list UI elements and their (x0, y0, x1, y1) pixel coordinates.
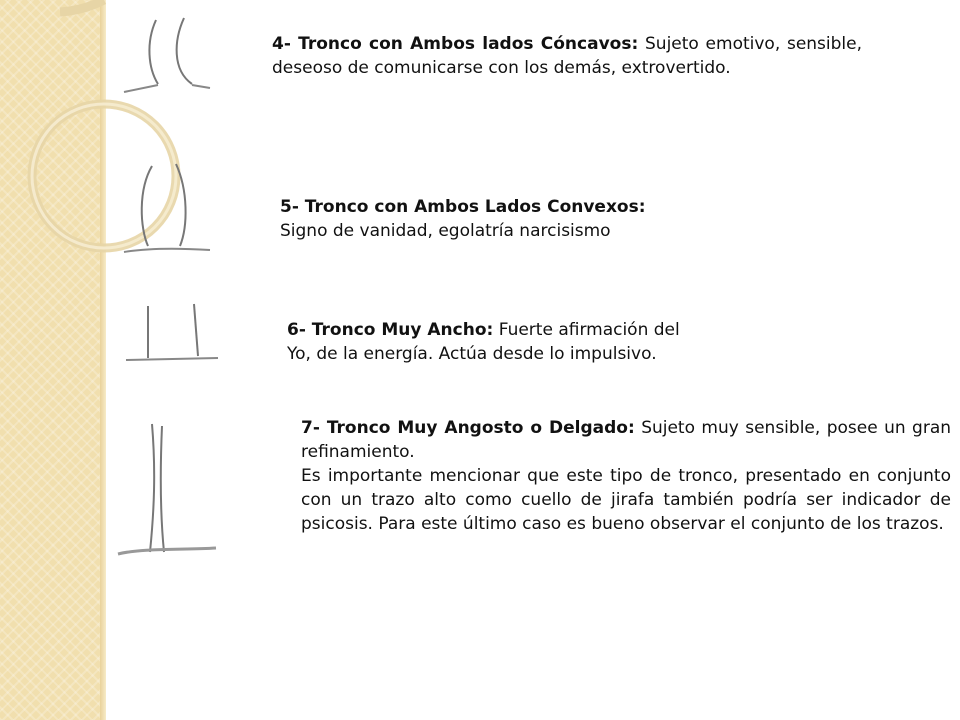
item-6-text (287, 318, 757, 366)
item-7-note: Es importante mencionar que este tipo de tronco, presentado en conjunto con un trazo alto como cuello de jirafa también podría ser indicador de psicosis. Para este último caso es bueno observar el conjunto de los trazos. (301, 466, 951, 534)
item-6-body-line1: Fuerte afirmación del (498, 320, 680, 340)
item-4-text (272, 32, 862, 80)
concave-trunk-sketch (118, 12, 218, 102)
item-4-body: Sujeto emotivo, sensible, deseoso de comunicarse con los demás, extrovertido. (272, 34, 863, 78)
item-7-heading: 7- Tronco Muy Angosto o Delgado: (301, 418, 635, 438)
item-6-body-line2: Yo, de la energía. Actúa desde lo impulsivo. (287, 344, 657, 364)
item-7-text (301, 416, 951, 536)
item-5-heading: 5- Tronco con Ambos Lados Convexos: (280, 197, 646, 217)
item-5-body: Signo de vanidad, egolatría narcisismo (280, 221, 611, 241)
item-5-text (280, 195, 740, 243)
narrow-trunk-sketch (112, 412, 222, 572)
item-6-heading: 6- Tronco Muy Ancho: (287, 320, 494, 340)
convex-trunk-sketch (118, 160, 218, 260)
item-4-heading: 4- Tronco con Ambos lados Cóncavos: (272, 34, 639, 54)
wide-trunk-sketch (118, 300, 228, 375)
item-7-body: Sujeto muy sensible, posee un gran refinamiento. (301, 418, 952, 462)
